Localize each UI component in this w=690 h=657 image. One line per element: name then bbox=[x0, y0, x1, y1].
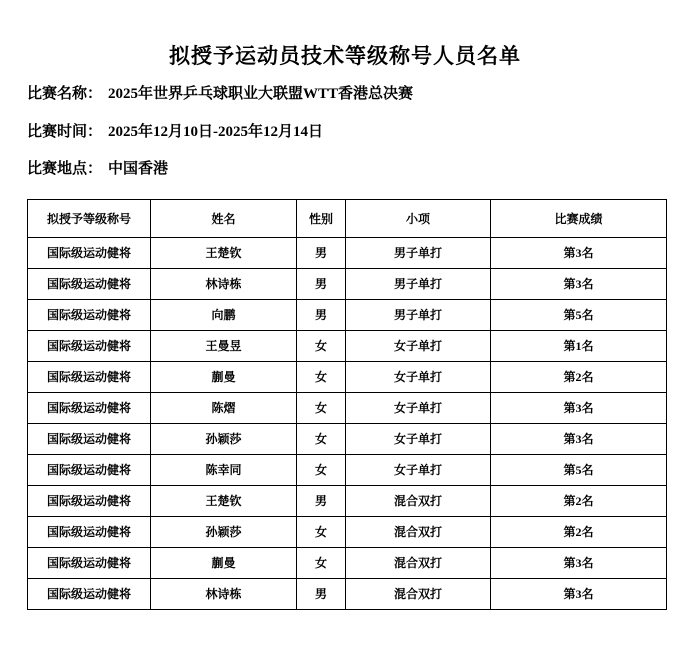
competition-meta bbox=[27, 86, 666, 178]
table-row bbox=[28, 485, 667, 516]
table-cell: 女 bbox=[297, 454, 346, 485]
table-cell: 第2名 bbox=[491, 485, 667, 516]
table-cell: 女 bbox=[297, 516, 346, 547]
competition-location-line bbox=[27, 161, 666, 178]
table-cell: 国际级运动健将 bbox=[28, 268, 151, 299]
table-cell: 女子单打 bbox=[346, 330, 491, 361]
table-cell: 林诗栋 bbox=[151, 268, 297, 299]
competition-date-line bbox=[27, 124, 666, 141]
table-cell: 第2名 bbox=[491, 516, 667, 547]
table-cell: 男 bbox=[297, 485, 346, 516]
competition-name-label: 比赛名称： bbox=[27, 86, 103, 103]
table-cell: 孙颖莎 bbox=[151, 423, 297, 454]
table-cell: 第2名 bbox=[491, 361, 667, 392]
table-cell: 国际级运动健将 bbox=[28, 392, 151, 423]
table-cell: 蒯曼 bbox=[151, 361, 297, 392]
table-cell: 女 bbox=[297, 547, 346, 578]
table-header-cell: 小项 bbox=[346, 199, 491, 237]
competition-date-value: 2025年12月10日-2025年12月14日 bbox=[108, 123, 324, 140]
table-cell: 孙颖莎 bbox=[151, 516, 297, 547]
table-header-cell: 拟授予等级称号 bbox=[28, 199, 151, 237]
table-cell: 第3名 bbox=[491, 578, 667, 609]
table-cell: 混合双打 bbox=[346, 578, 491, 609]
competition-name-value: 2025年世界乒乓球职业大联盟WTT香港总决赛 bbox=[108, 86, 414, 103]
competition-date-label: 比赛时间： bbox=[27, 123, 103, 140]
table-cell: 女子单打 bbox=[346, 454, 491, 485]
table-row bbox=[28, 299, 667, 330]
table-cell: 王楚钦 bbox=[151, 237, 297, 268]
table-cell: 混合双打 bbox=[346, 516, 491, 547]
table-cell: 女 bbox=[297, 423, 346, 454]
table-row bbox=[28, 423, 667, 454]
table-header-cell: 比赛成绩 bbox=[491, 199, 667, 237]
table-row bbox=[28, 268, 667, 299]
page-title: 拟授予运动员技术等级称号人员名单 bbox=[169, 44, 521, 68]
table-cell: 林诗栋 bbox=[151, 578, 297, 609]
competition-location-label: 比赛地点： bbox=[27, 161, 103, 178]
table-row bbox=[28, 392, 667, 423]
table-cell: 女子单打 bbox=[346, 361, 491, 392]
table-cell: 男 bbox=[297, 299, 346, 330]
table-row bbox=[28, 237, 667, 268]
table-cell: 女子单打 bbox=[346, 423, 491, 454]
table-cell: 女子单打 bbox=[346, 392, 491, 423]
table-cell: 第3名 bbox=[491, 392, 667, 423]
table-cell: 第5名 bbox=[491, 299, 667, 330]
table-cell: 男子单打 bbox=[346, 237, 491, 268]
table-header-cell: 性别 bbox=[297, 199, 346, 237]
award-table bbox=[27, 199, 667, 610]
table-cell: 王曼昱 bbox=[151, 330, 297, 361]
table-cell: 混合双打 bbox=[346, 485, 491, 516]
table-cell: 陈幸同 bbox=[151, 454, 297, 485]
table-cell: 向鹏 bbox=[151, 299, 297, 330]
table-cell: 男 bbox=[297, 268, 346, 299]
table-cell: 国际级运动健将 bbox=[28, 361, 151, 392]
table-header-row bbox=[28, 199, 667, 237]
table-cell: 女 bbox=[297, 361, 346, 392]
table-cell: 国际级运动健将 bbox=[28, 454, 151, 485]
table-row bbox=[28, 516, 667, 547]
table-cell: 陈熠 bbox=[151, 392, 297, 423]
table-row bbox=[28, 454, 667, 485]
table-row bbox=[28, 330, 667, 361]
table-cell: 男子单打 bbox=[346, 299, 491, 330]
table-cell: 第3名 bbox=[491, 237, 667, 268]
table-cell: 国际级运动健将 bbox=[28, 423, 151, 454]
table-cell: 国际级运动健将 bbox=[28, 516, 151, 547]
table-cell: 第1名 bbox=[491, 330, 667, 361]
table-cell: 国际级运动健将 bbox=[28, 485, 151, 516]
table-cell: 蒯曼 bbox=[151, 547, 297, 578]
table-cell: 混合双打 bbox=[346, 547, 491, 578]
table-cell: 国际级运动健将 bbox=[28, 547, 151, 578]
table-cell: 第3名 bbox=[491, 268, 667, 299]
table-cell: 王楚钦 bbox=[151, 485, 297, 516]
table-cell: 第5名 bbox=[491, 454, 667, 485]
table-cell: 第3名 bbox=[491, 547, 667, 578]
table-cell: 国际级运动健将 bbox=[28, 299, 151, 330]
table-cell: 国际级运动健将 bbox=[28, 578, 151, 609]
table-row bbox=[28, 578, 667, 609]
table-cell: 国际级运动健将 bbox=[28, 237, 151, 268]
table-cell: 女 bbox=[297, 392, 346, 423]
table-cell: 男 bbox=[297, 237, 346, 268]
table-row bbox=[28, 361, 667, 392]
table-cell: 女 bbox=[297, 330, 346, 361]
table-cell: 国际级运动健将 bbox=[28, 330, 151, 361]
competition-name-line bbox=[27, 86, 666, 103]
table-cell: 第3名 bbox=[491, 423, 667, 454]
table-cell: 男 bbox=[297, 578, 346, 609]
table-cell: 男子单打 bbox=[346, 268, 491, 299]
table-row bbox=[28, 547, 667, 578]
table-header-cell: 姓名 bbox=[151, 199, 297, 237]
competition-location-value: 中国香港 bbox=[108, 161, 169, 178]
table-body bbox=[28, 237, 667, 609]
